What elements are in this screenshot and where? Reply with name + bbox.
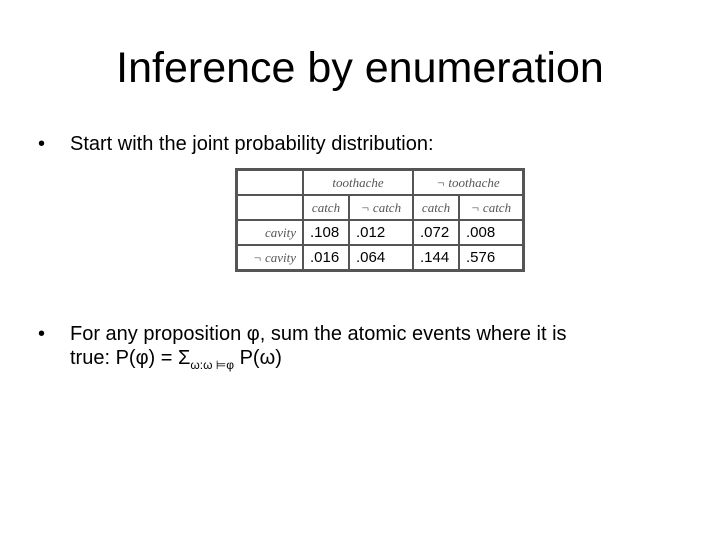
table-cell: .064: [349, 245, 413, 271]
table-header-row: [237, 170, 524, 196]
table-row: [237, 245, 524, 271]
table-cell: .008: [459, 220, 524, 245]
subheader-not-catch-2: ¬ catch: [459, 195, 524, 220]
table-row: [237, 220, 524, 245]
table-subheader-row: [237, 195, 524, 220]
joint-probability-table: [235, 168, 525, 272]
row-label-not-cavity: ¬ cavity: [237, 245, 304, 271]
table-cell: .144: [413, 245, 459, 271]
subheader-catch-2: catch: [413, 195, 459, 220]
bullet-line-2: [70, 346, 690, 377]
slide-title: Inference by enumeration: [116, 44, 604, 92]
table-corner-cell-2: [237, 195, 304, 220]
table-cell: .576: [459, 245, 524, 271]
row-label-cavity: cavity: [237, 220, 304, 245]
bullet-text: [70, 322, 690, 377]
table-cell: .108: [303, 220, 349, 245]
header-toothache: toothache: [303, 170, 413, 196]
bullet-marker: •: [38, 323, 46, 345]
formula-prefix: true: P(φ) = Σ: [70, 347, 191, 369]
table-cell: .012: [349, 220, 413, 245]
table-cell: .072: [413, 220, 459, 245]
formula-suffix: P(ω): [234, 347, 282, 369]
bullet-line-1: For any proposition φ, sum the atomic events where it is: [70, 323, 567, 345]
table-cell: .016: [303, 245, 349, 271]
bullet-text: Start with the joint probability distribution:: [70, 133, 434, 155]
table-corner-cell: [237, 170, 304, 196]
formula-subscript: ω:ω ⊨φ: [190, 358, 235, 372]
subheader-catch-1: catch: [303, 195, 349, 220]
bullet-marker: •: [38, 133, 46, 155]
header-not-toothache: ¬ toothache: [413, 170, 524, 196]
subheader-not-catch-1: ¬ catch: [349, 195, 413, 220]
